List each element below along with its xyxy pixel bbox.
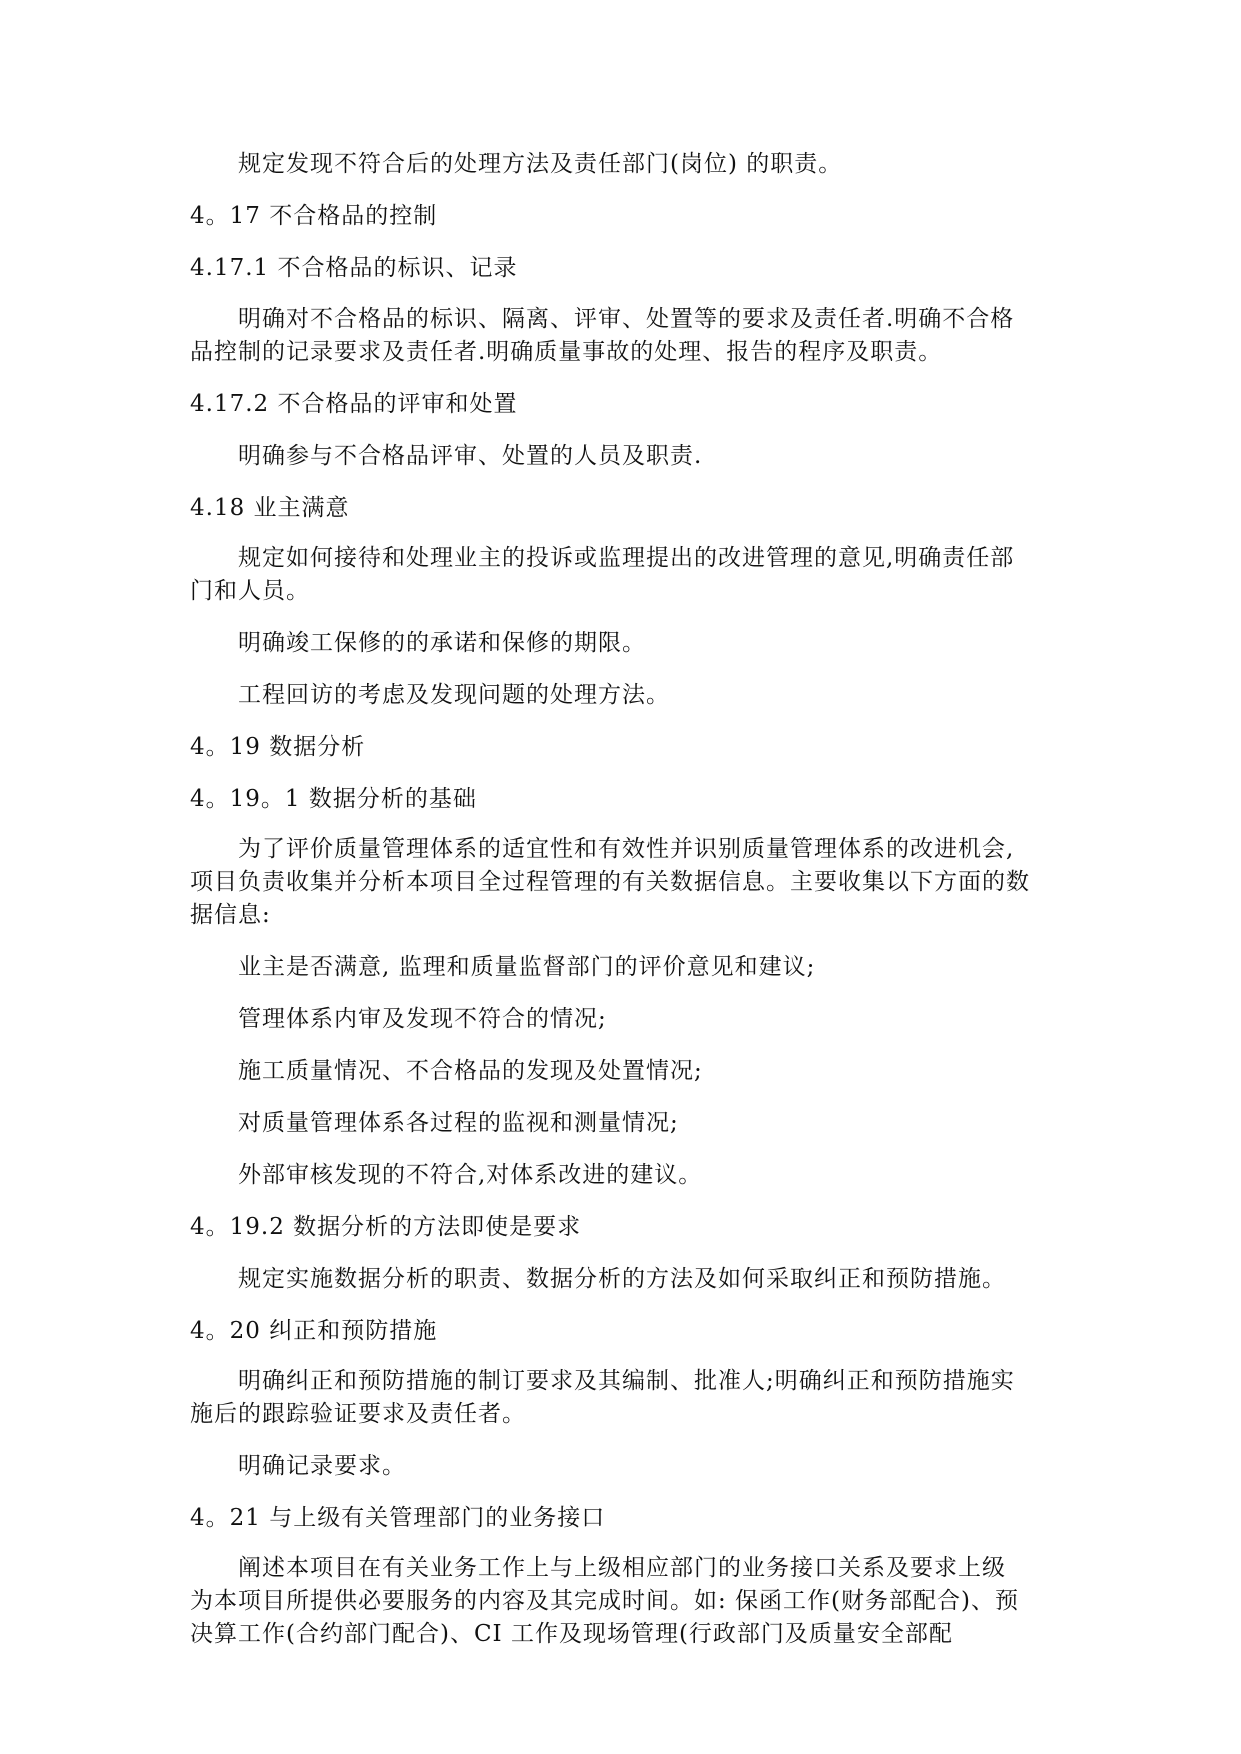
paragraph-line: 明确竣工保修的的承诺和保修的期限。 — [238, 630, 646, 656]
paragraph-line: 品控制的记录要求及责任者.明确质量事故的处理、报告的程序及职责。 — [190, 339, 943, 365]
subsection-heading: 4.17.2 不合格品的评审和处置 — [190, 391, 518, 417]
section-heading: 4。19 数据分析 — [190, 734, 366, 760]
paragraph-line: 规定如何接待和处理业主的投诉或监理提出的改进管理的意见,明确责任部 — [238, 545, 1015, 571]
paragraph-line: 决算工作(合约部门配合)、CI 工作及现场管理(行政部门及质量安全部配 — [190, 1621, 953, 1647]
paragraph-line: 明确对不合格品的标识、隔离、评审、处置等的要求及责任者.明确不合格 — [238, 306, 1015, 332]
paragraph-line: 明确参与不合格品评审、处置的人员及职责. — [238, 443, 703, 469]
paragraph-line: 工程回访的考虑及发现问题的处理方法。 — [238, 682, 670, 708]
list-item: 外部审核发现的不符合,对体系改进的建议。 — [238, 1162, 703, 1188]
paragraph-line: 为本项目所提供必要服务的内容及其完成时间。如: 保函工作(财务部配合)、预 — [190, 1588, 1020, 1614]
subsection-heading: 4。19.2 数据分析的方法即使是要求 — [190, 1214, 582, 1240]
list-item: 业主是否满意, 监理和质量监督部门的评价意见和建议; — [238, 954, 816, 980]
paragraph-line: 明确记录要求。 — [238, 1453, 406, 1479]
paragraph-line: 门和人员。 — [190, 578, 310, 604]
paragraph-line: 施后的跟踪验证要求及责任者。 — [190, 1401, 526, 1427]
list-item: 对质量管理体系各过程的监视和测量情况; — [238, 1110, 679, 1136]
section-heading: 4。21 与上级有关管理部门的业务接口 — [190, 1505, 606, 1531]
paragraph-line: 项目负责收集并分析本项目全过程管理的有关数据信息。主要收集以下方面的数 — [190, 869, 1030, 895]
paragraph-line: 规定发现不符合后的处理方法及责任部门(岗位) 的职责。 — [238, 151, 843, 177]
subsection-heading: 4.17.1 不合格品的标识、记录 — [190, 255, 518, 281]
subsection-heading: 4。19。1 数据分析的基础 — [190, 786, 477, 812]
paragraph-line: 据信息: — [190, 902, 271, 928]
list-item: 管理体系内审及发现不符合的情况; — [238, 1006, 607, 1032]
section-heading: 4.18 业主满意 — [190, 495, 350, 521]
paragraph-line: 阐述本项目在有关业务工作上与上级相应部门的业务接口关系及要求上级 — [238, 1555, 1006, 1581]
paragraph-line: 为了评价质量管理体系的适宜性和有效性并识别质量管理体系的改进机会, — [238, 836, 1015, 862]
paragraph-line: 明确纠正和预防措施的制订要求及其编制、批准人;明确纠正和预防措施实 — [238, 1368, 1015, 1394]
section-heading: 4。17 不合格品的控制 — [190, 203, 438, 229]
list-item: 施工质量情况、不合格品的发现及处置情况; — [238, 1058, 703, 1084]
paragraph-line: 规定实施数据分析的职责、数据分析的方法及如何采取纠正和预防措施。 — [238, 1266, 1006, 1292]
section-heading: 4。20 纠正和预防措施 — [190, 1318, 438, 1344]
